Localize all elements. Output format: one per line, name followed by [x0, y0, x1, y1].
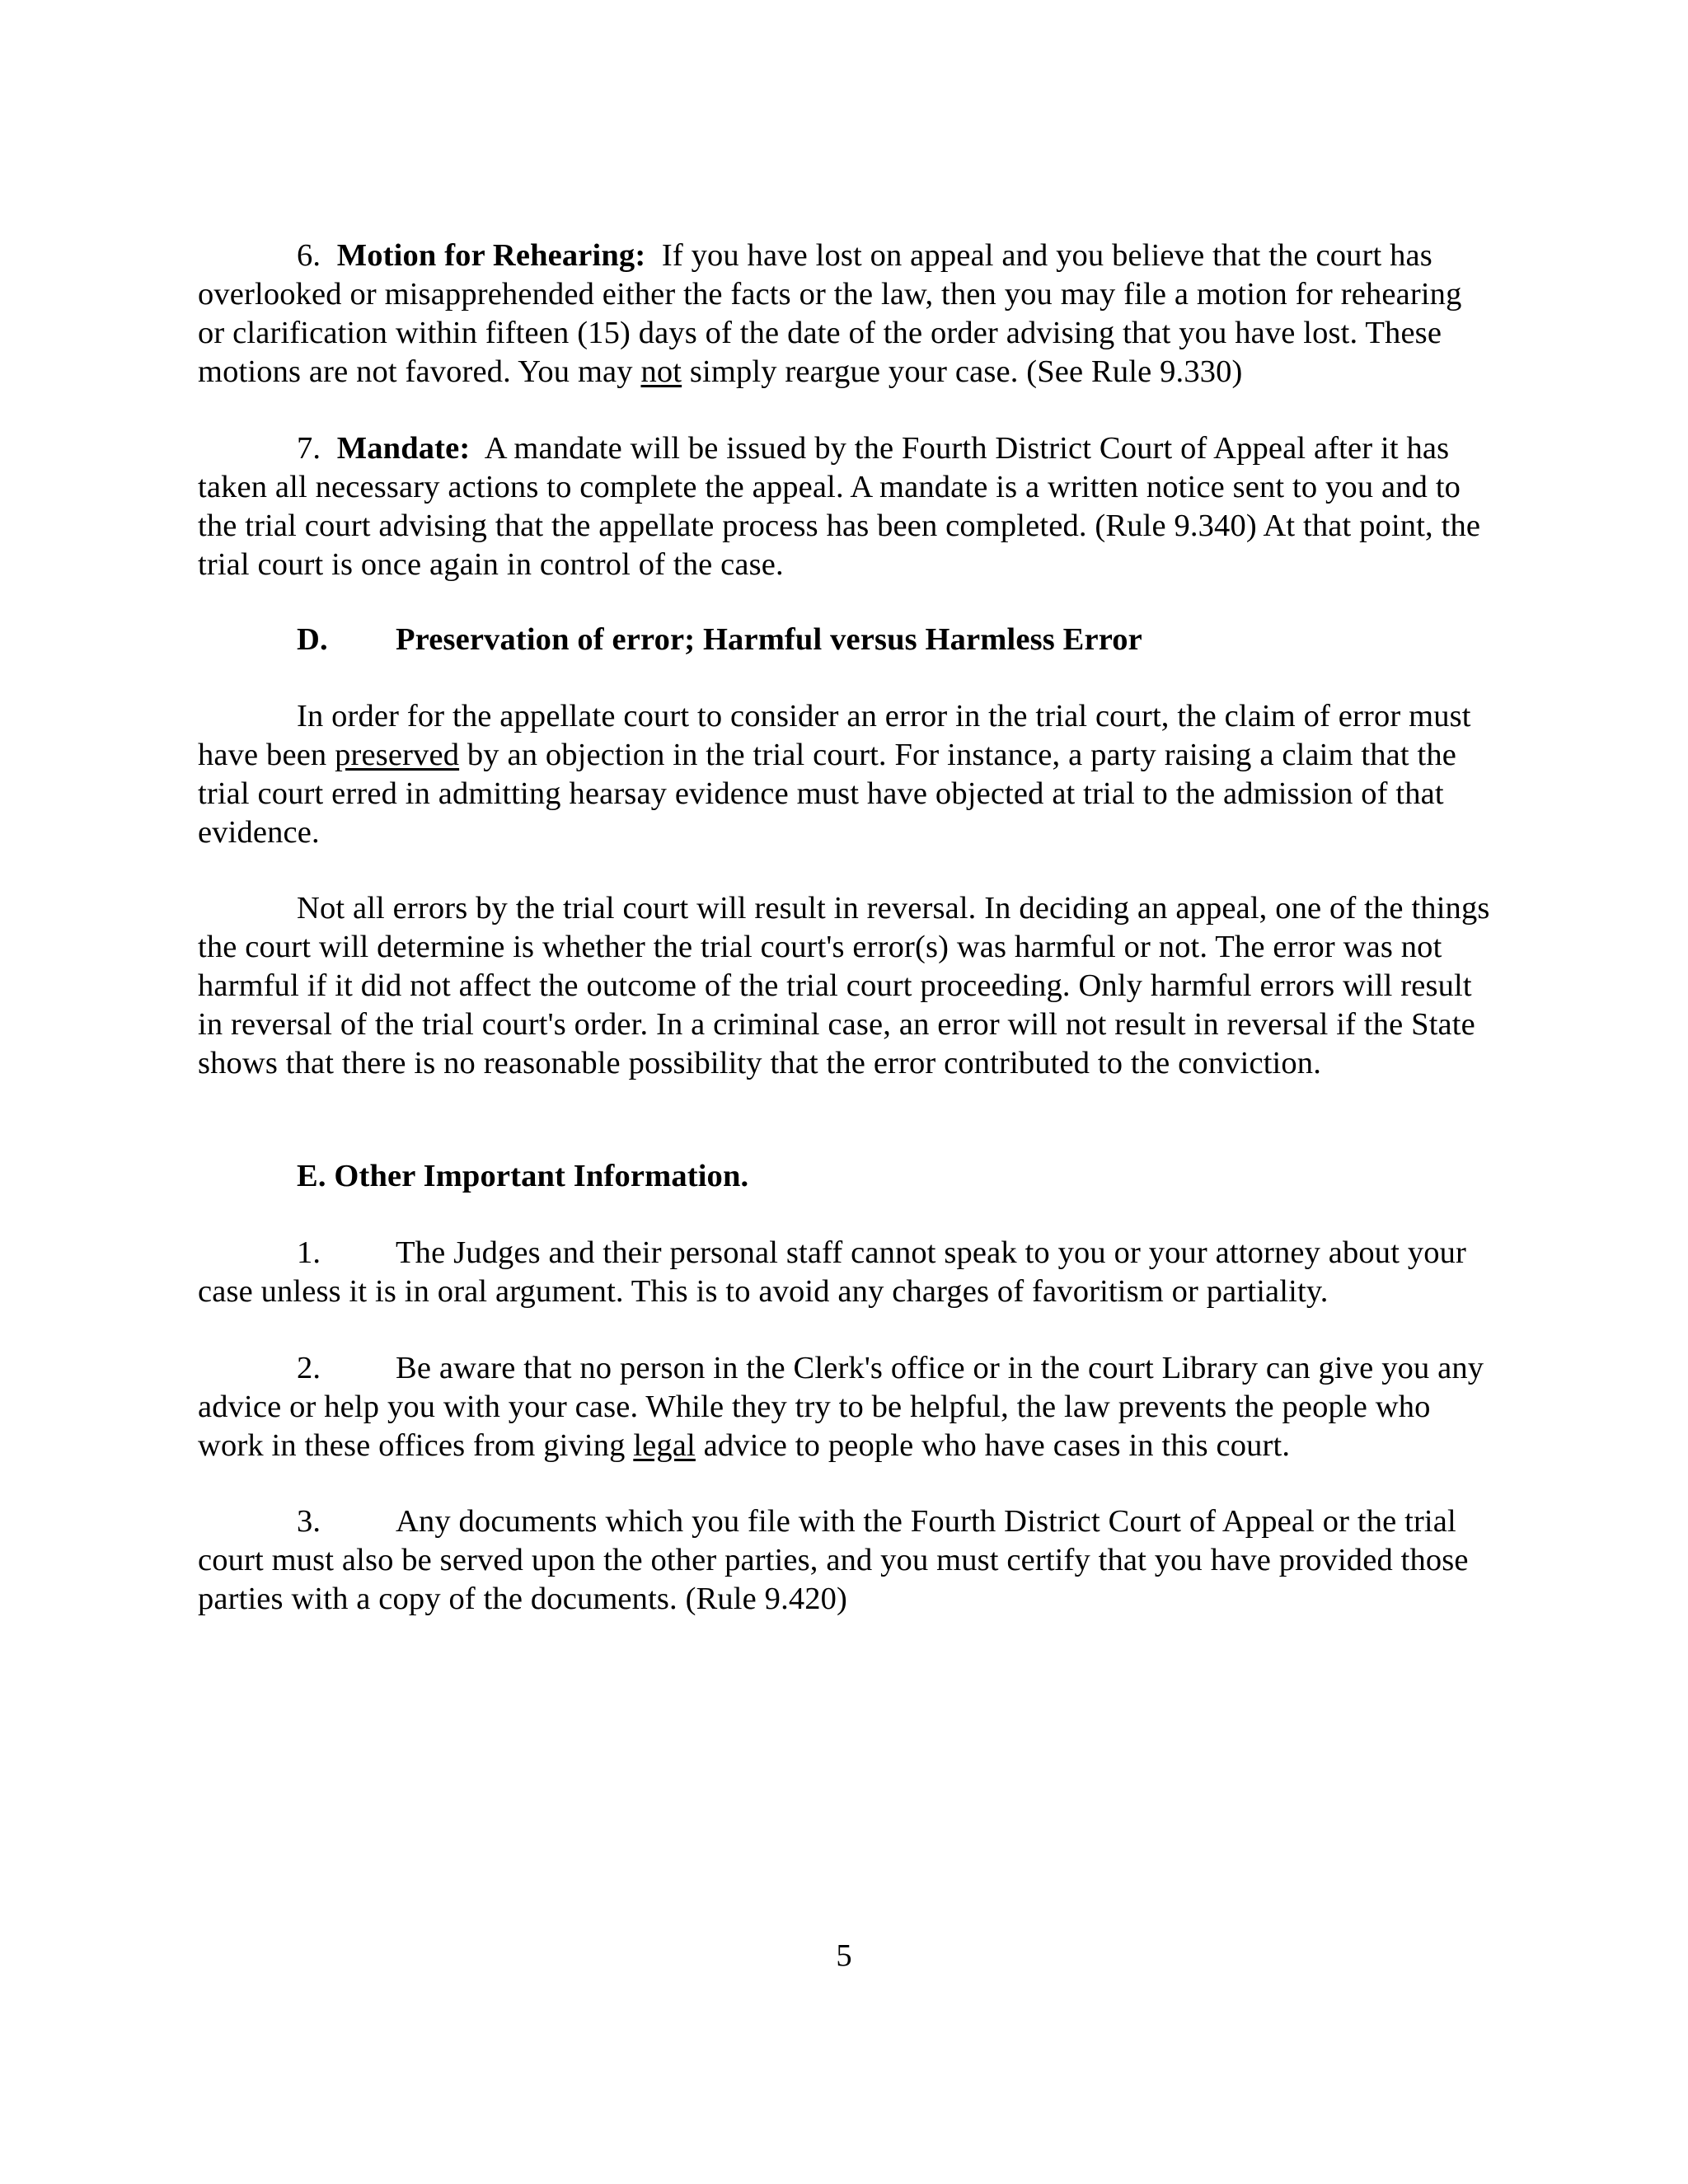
item-number: 1. [297, 1235, 321, 1270]
item-title: Motion for Rehearing: [336, 238, 646, 273]
section-e-heading [198, 1157, 1492, 1196]
list-item [198, 1502, 1492, 1619]
paragraph-text: In order for the appellate court to consider an error in the trial court, the claim of error must have been [198, 699, 1471, 772]
section-letter: D. [297, 622, 328, 657]
motion-for-rehearing-paragraph [198, 237, 1492, 391]
list-item [198, 1349, 1492, 1465]
underlined-word: legal [633, 1428, 696, 1463]
preservation-paragraph [198, 697, 1492, 852]
item-number: 2. [297, 1351, 321, 1385]
item-text: If you have lost on appeal and you believe that the court has overlooked or misapprehended either the facts or the law, then you may file a motion for rehearing or clarification within fifteen (15) days of the date of the order advising that you have lost. These motions are not favored. You may [198, 238, 1462, 389]
item-number: 7. [297, 431, 321, 466]
item-number: 3. [297, 1504, 321, 1539]
underlined-word: not [640, 354, 682, 389]
item-number: 6. [297, 238, 321, 273]
paragraph-text: by an objection in the trial court. For instance, a party raising a claim that the trial court erred in admitting hearsay evidence must have objected at trial to the admission of that evidence. [198, 738, 1456, 850]
harmful-error-paragraph [198, 889, 1492, 1083]
item-text: Be aware that no person in the Clerk's office or in the court Library can give you any advice or help you with your case. While they try to be helpful, the law prevents the people who work in these offices from giving [198, 1351, 1484, 1463]
item-text: The Judges and their personal staff cannot speak to you or your attorney about your case unless it is in oral argument. This is to avoid any charges of favoritism or partiality. [198, 1235, 1467, 1309]
page-number: 5 [836, 1938, 852, 1973]
list-item [198, 1234, 1492, 1311]
section-title: E. Other Important Information. [297, 1159, 749, 1193]
item-text: advice to people who have cases in this court. [695, 1428, 1291, 1463]
item-text: simply reargue your case. (See Rule 9.330) [682, 354, 1243, 389]
mandate-paragraph [198, 429, 1492, 584]
paragraph-text: Not all errors by the trial court will result in reversal. In deciding an appeal, one of the things the court will determine is whether the trial court's error(s) was harmful or not. The error was not harmful if it did not affect the outcome of the trial court proceeding. Only harmful errors will result in reversal of the trial court's order. In a criminal case, an error will not result in reversal if the State shows that there is no reasonable possibility that the error contributed to the conviction. [198, 891, 1490, 1080]
section-d-heading [198, 621, 1492, 659]
underlined-word: preserved [335, 738, 460, 772]
section-title: Preservation of error; Harmful versus Harmless Error [396, 622, 1142, 657]
item-text: A mandate will be issued by the Fourth District Court of Appeal after it has taken all necessary actions to complete the appeal. A mandate is a written notice sent to you and to the trial court advising that the appellate process has been completed. (Rule 9.340) At that point, the trial court is once again in control of the case. [198, 431, 1481, 582]
item-title: Mandate: [336, 431, 471, 466]
item-text: Any documents which you file with the Fourth District Court of Appeal or the trial court must also be served upon the other parties, and you must certify that you have provided those parties with a copy of the documents. (Rule 9.420) [198, 1504, 1469, 1616]
